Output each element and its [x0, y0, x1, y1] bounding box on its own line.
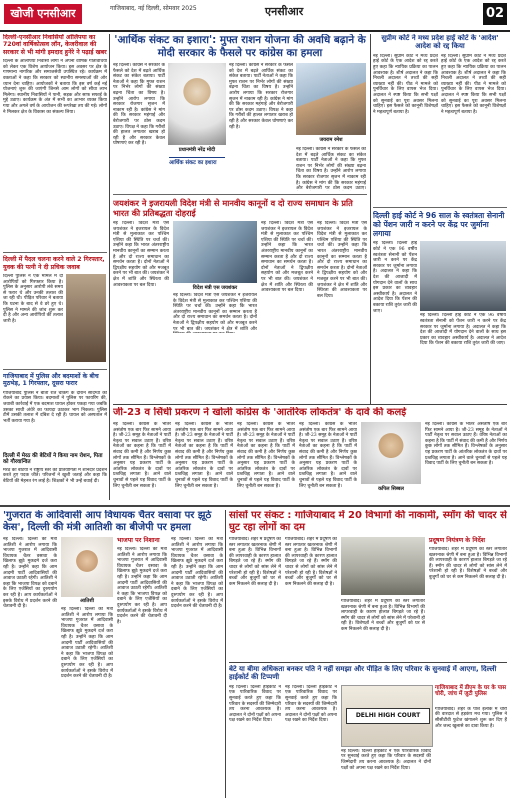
story-body: गाजियाबाद पुलिस ने बीती रात चेकिंग के दौरान संदिग्धों को रोकने का प्रयास किया। बदमाशों ने पुलिस पर फायरिंग की, जवाबी कार्रवाई में एक बदमाश घायल होकर पकड़ा गया जबकि उसका साथी अंधेरे का फायदा उठाकर भाग निकला। पुलिस टीमें उसकी तलाश में दबिश दे रही हैं। घायल को अस्पताल में भर्ती कराया गया है। [3, 390, 107, 424]
section-title: एनसीआर [265, 5, 304, 18]
right-column [373, 34, 507, 404]
divider [3, 369, 107, 370]
divider [229, 662, 507, 663]
story-headline: दिल्ली हाई कोर्ट ने 96 साल के स्वतंत्रता सेनानी को पेंशन जारी न करने पर केंद्र पर जुर्माना लगाया [373, 210, 505, 239]
story-body: गाजियाबाद। शहर में प्रदूषण का स्तर लगातार खतरनाक श्रेणी में बना हुआ है। विभिन्न विभागों की लापरवाही के कारण हालात बिगड़ते जा रहे हैं। स्मॉग की चादर से लोगों को सांस लेने में परेशानी हो रही है। विशेषज्ञों ने बच्चों और बुजुर्गों को घर से कम निकलने की सलाह दी है। [341, 599, 425, 632]
story-body: नई दिल्ली। कांग्रेस के भीतर असंतोष एक बार फिर सामने आया है। जी-23 समूह के नेताओं ने पार्टी नेतृत्व पर सवाल उठाए हैं। वरिष्ठ नेताओं का कहना है कि पार्टी में संवाद की कमी है और निर्णय कुछ लोगों तक सीमित हैं। विश्लेषकों के अनुसार यह प्रकरण पार्टी के आंतरिक लोकतंत्र के दावों पर प्रश्नचिह्न लगाता है। आने वाले चुनावों से पहले यह विवाद पार्टी के लिए चुनौती बन सकता है। [113, 422, 171, 489]
divider [113, 404, 507, 405]
photo-caption: जयराम रमेश [319, 137, 343, 143]
page-number: 02 [483, 3, 507, 25]
story-body: नई दिल्ली। कांग्रेस के भीतर असंतोष एक बार फिर सामने आया है। जी-23 समूह के नेताओं ने पार्टी नेतृत्व पर सवाल उठाए हैं। वरिष्ठ नेताओं का कहना है कि पार्टी में संवाद की कमी है और निर्णय कुछ लोगों तक सीमित हैं। विश्लेषकों के अनुसार यह प्रकरण पार्टी के आंतरिक लोकतंत्र के दावों पर प्रश्नचिह्न लगाता है। आने वाले चुनावों से पहले यह विवाद पार्टी के लिए चुनौती बन सकता है। [175, 422, 233, 489]
bottom-left-story [3, 510, 223, 798]
left-column [3, 34, 107, 502]
story-title: दिल्ली में पैदल चलना करने वाले 2 गिरफ्तार, युवक की पत्नी ने दी प्रचिक जवाब [3, 256, 105, 271]
story-body: नई दिल्ली। विदेश मंत्री एस जयशंकर ने इजरायल के विदेश मंत्री से मुलाकात कर पश्चिम एशिया की स्थिति पर चर्चा की। उन्होंने कहा कि भारत अंतरराष्ट्रीय मानवीय कानूनों का सम्मान करता है और दो राज्य समाधान का समर्थन करता है। दोनों नेताओं ने द्विपक्षीय सहयोग को और मजबूत करने पर भी बात की। जयशंकर ने क्षेत्र में शांति और स्थिरता की आवश्यकता पर बल दिया। [317, 221, 367, 299]
banner-story [113, 407, 507, 503]
story-body: नई दिल्ली। दिल्ली हाईकोर्ट ने एक पारिवारिक विवाद पर सुनवाई करते हुए कहा कि परिवार के सदस्यों की जिम्मेदारी तय करना आवश्यक है। अदालत ने दोनों पक्षों को अपना पक्ष रखने का निर्देश दिया। [229, 684, 281, 724]
photo-accused [66, 274, 106, 362]
story-body: गाजियाबाद। शहर में प्रदूषण का स्तर लगातार खतरनाक श्रेणी में बना हुआ है। विभिन्न विभागों की लापरवाही के कारण हालात बिगड़ते जा रहे हैं। स्मॉग की चादर से लोगों को सांस लेने में परेशानी हो रही है। विशेषज्ञों ने बच्चों और बुजुर्गों को घर से कम निकलने की सलाह दी है। [429, 547, 507, 580]
divider [113, 194, 367, 195]
photo-modi [168, 63, 226, 145]
story-body: नई दिल्ली। दिल्ली की मंत्री आतिशी ने आरोप लगाया कि भाजपा गुजरात में आदिवासी विधायक चैतर वसावा के खिलाफ झूठे मुकदमे दर्ज करा रही है। उन्होंने कहा कि आम आदमी पार्टी आदिवासियों की आवाज उठाती रहेगी। आतिशी ने कहा कि भाजपा विपक्ष को दबाने के लिए एजेंसियों का दुरुपयोग कर रही है। आप कार्यकर्ताओं ने इसके विरोध में प्रदर्शन करने की चेतावनी दी है। [171, 537, 223, 610]
photo-caption: कपिल सिब्बल [378, 486, 404, 492]
sub-heading: प्रदूषण नियंत्रण के निर्देश [429, 537, 486, 544]
edition-date: गाजियाबाद, नई दिल्ली, सोमवार 2025 [110, 5, 197, 12]
divider [3, 252, 107, 253]
story-title: दिल्ली-एनसीआर निवासियों ओलिंपया का 720वां वार्षिकोत्सव लॉन, केजरीवाल की सरकार से भी मांगी इमदाद हुनेरे ने पढ़ाई खबर [3, 34, 107, 56]
story-headline: 'गुजरात के आदिवासी आप विधायक चैतर वसावा पर झूठे केस', दिल्ली की मंत्री आतिशी का बीजेपी पर हमला [3, 510, 212, 533]
story-body: गाजियाबाद। शहर के पॉश इलाके में चोरी की वारदात से हड़कंप मच गया। पुलिस ने सीसीटीवी फुटेज खंगालने शुरू कर दिए हैं और जल्द खुलासे का दावा किया है। [435, 706, 507, 729]
column-rule [370, 34, 371, 404]
lead-headline: 'आर्थिक संकट का इशारा': मुफ्त राशन योजना की अवधि बढ़ाने के मोदी सरकार के फैसले पर कांग्रेस का हमला [114, 34, 366, 59]
story-body: नई दिल्ली। विदेश मंत्री एस जयशंकर ने इजरायल के विदेश मंत्री से मुलाकात कर पश्चिम एशिया की स्थिति पर चर्चा की। उन्होंने कहा कि भारत अंतरराष्ट्रीय मानवीय कानूनों का सम्मान करता है और दो राज्य समाधान का समर्थन करता है। दोनों नेताओं ने द्विपक्षीय सहयोग को और मजबूत करने पर भी बात की। जयशंकर ने क्षेत्र में शांति और [173, 293, 257, 332]
story-body: नई दिल्ली। दिल्ली हाई कोर्ट ने एक 96 वर्षीय स्वतंत्रता सेनानी को पेंशन जारी न करने पर केंद्र सरकार पर जुर्माना लगाया है। अदालत ने कहा कि देश की आजादी में योगदान देने वालों के साथ इस प्रकार का व्यवहार अस्वीकार्य है। अदालत ने आदेश दिया कि पेंशन की बकाया राशि तुरंत जारी की जाए। [373, 241, 417, 314]
story-body: गाजियाबाद। शहर में प्रदूषण का स्तर लगातार खतरनाक श्रेणी में बना हुआ है। विभिन्न विभागों की लापरवाही के कारण हालात बिगड़ते जा रहे हैं। स्मॉग की चादर से लोगों को सांस लेने में परेशानी हो रही है। विशेषज्ञों ने बच्चों और बुजुर्गों को घर से कम निकलने की सलाह दी है। [285, 537, 337, 587]
brand-logo: खोजी एनसीआर [4, 4, 82, 24]
story-body: नई दिल्ली। दिल्ली की मंत्री आतिशी ने आरोप लगाया कि भाजपा गुजरात में आदिवासी विधायक चैतर वसावा के खिलाफ झूठे मुकदमे दर्ज करा रही है। उन्होंने कहा कि आम आदमी पार्टी आदिवासियों की आवाज उठाती रहेगी। आतिशी ने कहा कि भाजपा विपक्ष को दबाने के लिए एजेंसियों का दुरुपयोग कर रही है। आप कार्यकर्ताओं ने इसके विरोध में प्रदर्शन करने की चेतावनी दी है। [117, 547, 167, 625]
story-body: नई दिल्ली। कांग्रेस के भीतर असंतोष एक बार फिर सामने आया है। जी-23 समूह के नेताओं ने पार्टी नेतृत्व पर सवाल उठाए हैं। वरिष्ठ नेताओं का कहना है कि पार्टी में संवाद की कमी है और निर्णय कुछ लोगों तक सीमित हैं। विश्लेषकों के अनुसार यह प्रकरण पार्टी के आंतरिक लोकतंत्र के दावों पर प्रश्नचिह्न लगाता है। आने वाले चुनावों से पहले यह विवाद पार्टी के लिए चुनौती बन सकता है। [299, 422, 357, 489]
photo-high-court [420, 241, 506, 311]
story-body: नई दिल्ली। कांग्रेस के भीतर असंतोष एक बार फिर सामने आया है। जी-23 समूह के नेताओं ने पार्टी नेतृत्व पर सवाल उठाए हैं। वरिष्ठ नेताओं का कहना है कि पार्टी में संवाद की कमी है और निर्णय कुछ लोगों तक सीमित हैं। विश्लेषकों के अनुसार यह प्रकरण पार्टी के आंतरिक लोकतंत्र के दावों पर प्रश्नचिह्न लगाता है। आने वाले चुनावों से पहले यह विवाद पार्टी के लिए चुनौती बन सकता है। [425, 422, 507, 467]
story-title: दिल्ली में मेरठ की बेटियों ने किया नाम रोशन, पिता को गौरवान्वित [3, 452, 103, 466]
photo-delhi-high-court-sign [341, 685, 433, 747]
divider [373, 207, 507, 208]
story-body: नई दिल्ली। दिल्ली हाईकोर्ट ने एक पारिवारिक विवाद पर सुनवाई करते हुए कहा कि परिवार के सदस्यों की जिम्मेदारी तय करना आवश्यक है। अदालत ने दोनों पक्षों को अपना पक्ष रखने का निर्देश दिया। [341, 748, 431, 771]
story-body: नई दिल्ली। सुप्रीम कोर्ट ने मध्य प्रदेश हाई कोर्ट के एक आदेश को रद्द करते हुए कहा कि न्यायिक प्रक्रिया का पालन आवश्यक है। शीर्ष अदालत ने कहा कि निचली अदालत ने तथ्यों की सही व्याख्या नहीं की। पीठ ने मामले को पुनर्विचार के लिए वापस भेज दिया। अदालत ने स्पष्ट किया कि सभी पक्षों को सुनवाई का पूरा अवसर मिलना चाहिए। इस फैसले को कानूनी विशेषज्ञों ने महत्वपूर्ण बताया है। [441, 53, 506, 115]
photo-jaishankar-meeting [173, 221, 257, 283]
story-headline: गाजियाबाद में डीएम के घर के पास चोरी, जांच में जुटी पुलिस [435, 684, 507, 698]
story-body: नई दिल्ली। विदेश मंत्री एस जयशंकर ने इजरायल के विदेश मंत्री से मुलाकात कर पश्चिम एशिया की स्थिति पर चर्चा की। उन्होंने कहा कि भारत अंतरराष्ट्रीय मानवीय कानूनों का सम्मान करता है और दो राज्य समाधान का समर्थन करता है। दोनों नेताओं ने द्विपक्षीय सहयोग को और मजबूत करने पर भी बात की। जयशंकर ने क्षेत्र में शांति और स्थिरता की आवश्यकता पर बल दिया। [261, 221, 313, 294]
story-headline: सांसों पर संकट : गाजियाबाद में 20 विभागों की नाकामी, स्मॉग की चादर से घुट रहा लोगों का दम [229, 510, 507, 533]
bottom-right-story [229, 510, 507, 660]
story-body: दिल्ली के ओलंपिया निवासी लोगों ने अपनी वार्षिक गतिविधियों को लेकर एक विशेष आयोजन किया। इस अवसर पर क्षेत्र के गणमान्य नागरिक और समाजसेवी उपस्थित रहे। कार्यक्रम में वक्ताओं ने कहा कि सरकार को स्थानीय समस्याओं की ओर ध्यान देना चाहिए। आयोजकों ने बताया कि इस वर्ष कई नई योजनाएं शुरू की जाएंगी जिनसे आम लोगों को सीधा लाभ मिलेगा। स्थानीय निवासियों ने पानी, सड़क और साफ सफाई के मुद्दे उठाए। कार्यक्रम के अंत में सभी का आभार व्यक्त किया गया और अगले वर्ष के आयोजन की रूपरेखा तय की गई। लोगों ने मिलकर क्षेत्र के विकास का संकल्प लिया। [3, 59, 107, 115]
story-body: नई दिल्ली। सुप्रीम कोर्ट ने मध्य प्रदेश हाई कोर्ट के एक आदेश को रद्द करते हुए कहा कि न्यायिक प्रक्रिया का पालन आवश्यक है। शीर्ष अदालत ने कहा कि निचली अदालत ने तथ्यों की सही व्याख्या नहीं की। पीठ ने मामले को पुनर्विचार के लिए वापस भेज दिया। अदालत ने स्पष्ट किया कि सभी पक्षों को सुनवाई का पूरा अवसर मिलना चाहिए। इस फैसले को कानूनी विशेषज्ञों ने महत्वपूर्ण बताया है। [373, 53, 438, 115]
story-body: नई दिल्ली। कांग्रेस के भीतर असंतोष एक बार फिर सामने आया है। जी-23 समूह के नेताओं ने पार्टी नेतृत्व पर सवाल उठाए हैं। वरिष्ठ नेताओं का कहना है कि पार्टी में संवाद की कमी है और निर्णय कुछ लोगों तक सीमित हैं। विश्लेषकों के अनुसार यह प्रकरण पार्टी के आंतरिक लोकतंत्र के दावों पर प्रश्नचिह्न लगाता है। आने वाले चुनावों से पहले यह विवाद पार्टी के लिए चुनौती बन सकता है। [237, 422, 295, 489]
photo-smog [341, 537, 425, 595]
photo-kapil-sibal [361, 422, 421, 484]
photo-jairam-ramesh [296, 63, 366, 135]
pull-quote: आर्थिक संकट का इशारा [169, 157, 225, 166]
story-body: नई दिल्ली। कांग्रेस ने सरकार के फैसले को देश में बढ़ते आर्थिक संकट का संकेत बताया। पार्टी नेताओं ने कहा कि मुफ्त राशन पर निर्भर लोगों की संख्या बढ़ना चिंता का विषय है। उन्होंने आरोप लगाया कि सरकार रोजगार सृजन में नाकाम रही है। कांग्रेस ने मांग की कि सरकार महंगाई और बेरोजगारी पर ठोस कदम उठाए। विपक्ष ने कहा कि गरीबों की हालत लगातार खराब हो रही है और सरकार केवल घोषणाएं कर रही है। [113, 63, 165, 147]
photo-caption: प्रधानमंत्री नरेंद्र मोदी [178, 147, 216, 153]
story-body: नई दिल्ली। दिल्ली की मंत्री आतिशी ने आरोप लगाया कि भाजपा गुजरात में आदिवासी विधायक चैतर वसावा के खिलाफ झूठे मुकदमे दर्ज करा रही है। उन्होंने कहा कि आम आदमी पार्टी आदिवासियों की आवाज उठाती रहेगी। आतिशी ने कहा कि भाजपा विपक्ष को दबाने के लिए एजेंसियों का दुरुपयोग कर रही है। आप कार्यकर्ताओं ने इसके विरोध में प्रदर्शन करने की चेतावनी दी है। [61, 607, 113, 680]
story-body: दिल्ली पुलिस ने एक मामले में दो आरोपियों को गिरफ्तार किया है। पुलिस के अनुसार आरोपी लंबे समय से फरार थे और उनकी तलाश की जा रही थी। पीड़ित परिवार ने बताया कि घटना के बाद से वे डरे हुए थे। पुलिस ने मामले की जांच शुरू कर दी है और अन्य आरोपियों की तलाश जारी है। [3, 274, 63, 324]
banner-headline: जी-23 व सिंधी प्रकरण ने खोली कांग्रेस के 'आतंरिक लोकतंत्र' के दावे की कलई [113, 407, 407, 418]
column-rule [225, 510, 226, 798]
story-body: नई दिल्ली। दिल्ली की मंत्री आतिशी ने आरोप लगाया कि भाजपा गुजरात में आदिवासी विधायक चैतर वसावा के खिलाफ झूठे मुकदमे दर्ज करा रही है। उन्होंने कहा कि आम आदमी पार्टी आदिवासियों की आवाज उठाती रहेगी। आतिशी ने कहा कि भाजपा विपक्ष को दबाने के लिए एजेंसियों का दुरुपयोग कर रही है। आप कार्यकर्ताओं ने इसके विरोध में प्रदर्शन करने की चेतावनी दी है। [3, 537, 57, 610]
story-body: नई दिल्ली। कांग्रेस ने सरकार के फैसले को देश में बढ़ते आर्थिक संकट का संकेत बताया। पार्टी नेताओं ने कहा कि मुफ्त राशन पर निर्भर लोगों की संख्या बढ़ना चिंता का विषय है। उन्होंने आरोप लगाया कि सरकार रोजगार सृजन में नाकाम रही है। कांग्रेस ने मांग की कि सरकार महंगाई और बेरोजगारी पर ठोस कदम उठाए। विपक्ष ने कहा कि गरीबों की हालत लगातार खराब हो रही है और सरकार केवल घोषणाएं कर रही है। [229, 63, 293, 130]
sub-heading: भाजपा पर निशाना [117, 537, 160, 544]
photo-caption: आतिशी [80, 598, 94, 604]
section-divider [0, 505, 510, 507]
story-body: मेरठ की बेटियों ने राष्ट्रीय स्तर की प्रतियोगिता में शानदार प्रदर्शन करते हुए पदक जीते। परिजनों ने खुशी जताई और कहा कि बेटियों की मेहनत रंग लाई है। शिक्षकों ने भी उन्हें बधाई दी। [3, 467, 107, 484]
court-sign: DELHI HIGH COURT [346, 708, 430, 724]
bottom-court-story [229, 665, 507, 798]
photo-caption: विदेश मंत्री एस जयशंकर [192, 285, 238, 291]
story-headline: जयशंकर ने इजरायली विदेश मंत्री से मानवीय कानूनों व दो राज्य समाधान के प्रति भारत की प्रतिबद्धता दोहराई [113, 198, 353, 218]
story-headline: बेटे या बीमा अधिकता बनकर पति ने नहीं समझा और पीड़ित के लिए परिवार के सुनवाई में आएगा, दिल्ली हाईकोर्ट की टिप्पणी [229, 665, 497, 682]
story-body: नई दिल्ली। कांग्रेस ने सरकार के फैसले को देश में बढ़ते आर्थिक संकट का संकेत बताया। पार्टी नेताओं ने कहा कि मुफ्त राशन पर निर्भर लोगों की संख्या बढ़ना चिंता का विषय है। उन्होंने आरोप लगाया कि सरकार रोजगार सृजन में नाकाम रही है। कांग्रेस ने मांग की कि सरकार महंगाई और बेरोजगारी पर ठोस कदम उठाए। [296, 147, 366, 191]
column-rule [109, 34, 110, 500]
masthead [0, 0, 510, 32]
story-title: गाजियाबाद में पुलिस और बदमाशों के बीच मुठभेड़, 1 गिरफ्तार, दूसरा फरार [3, 373, 99, 388]
story-body: नई दिल्ली। दिल्ली हाई कोर्ट ने एक 96 वर्षीय स्वतंत्रता सेनानी को पेंशन जारी न करने पर केंद्र सरकार पर जुर्माना लगाया है। अदालत ने कहा कि देश की आजादी में योगदान देने वालों के साथ इस प्रकार का व्यवहार अस्वीकार्य है। अदालत ने आदेश दिया कि पेंशन की बकाया राशि तुरंत जारी की जाए। [420, 313, 506, 347]
photo-atishi [61, 537, 113, 597]
story-body: नई दिल्ली। विदेश मंत्री एस जयशंकर ने इजरायल के विदेश मंत्री से मुलाकात कर पश्चिम एशिया की स्थिति पर चर्चा की। उन्होंने कहा कि भारत अंतरराष्ट्रीय मानवीय कानूनों का सम्मान करता है और दो राज्य समाधान का समर्थन करता है। दोनों नेताओं ने द्विपक्षीय सहयोग को और मजबूत करने पर भी बात की। जयशंकर ने क्षेत्र में शांति और स्थिरता की आवश्यकता पर बल दिया। [113, 221, 169, 288]
story-body: गाजियाबाद। शहर में प्रदूषण का स्तर लगातार खतरनाक श्रेणी में बना हुआ है। विभिन्न विभागों की लापरवाही के कारण हालात बिगड़ते जा रहे हैं। स्मॉग की चादर से लोगों को सांस लेने में परेशानी हो रही है। विशेषज्ञों ने बच्चों और बुजुर्गों को घर से कम निकलने की सलाह दी है। [229, 537, 281, 587]
story-headline: सुप्रीम कोर्ट ने मध्य प्रदेश हाई कोर्ट के 'आदेश' आदेश को रद्द किया [381, 34, 499, 51]
story-body: नई दिल्ली। दिल्ली हाईकोर्ट ने एक पारिवारिक विवाद पर सुनवाई करते हुए कहा कि परिवार के सदस्यों की जिम्मेदारी तय करना आवश्यक है। अदालत ने दोनों पक्षों को अपना पक्ष रखने का निर्देश दिया। [285, 684, 337, 724]
